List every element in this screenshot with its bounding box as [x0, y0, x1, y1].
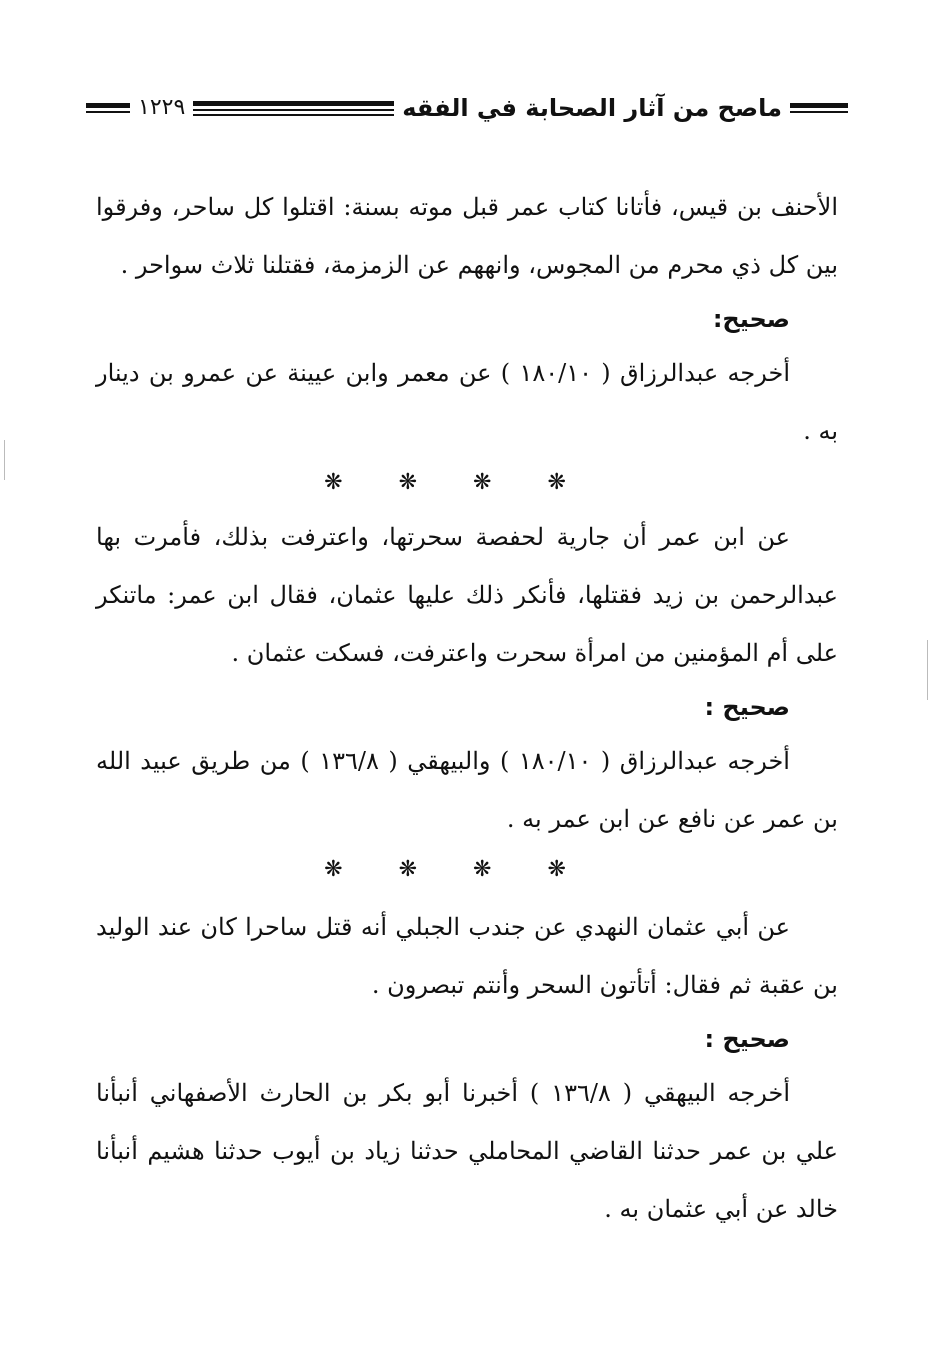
star-ornament-icon: ❋	[473, 470, 492, 495]
star-ornament-icon: ❋	[398, 857, 417, 882]
section-separator	[280, 455, 610, 511]
star-ornament-icon: ❋	[473, 857, 492, 882]
star-ornament-icon: ❋	[324, 857, 343, 882]
scan-margin-mark	[4, 440, 5, 480]
grading-label: صحيح :	[704, 693, 790, 721]
scan-margin-mark	[927, 640, 928, 700]
star-ornament-icon: ❋	[398, 470, 417, 495]
grading-label: صحيح:	[712, 305, 790, 333]
athar-text: الأحنف بن قيس، فأتانا كتاب عمر قبل موته بسنة: اقتلوا كل ساحر، وفرقوا بين كل ذي محرم من المجوس، وانههم عن الزمزمة، فقتلنا ثلاث سواحر .	[96, 193, 838, 279]
athar-section-3	[96, 898, 838, 1238]
page-number: ١٢٢٩	[138, 95, 186, 120]
takhrij-text: أخرجه البيهقي ( ١٣٦/٨ ) أخبرنا أبو بكر بن الحارث الأصفهاني أنبأنا علي بن عمر حدثنا القاضي المحاملي حدثنا زياد بن أيوب حدثنا هشيم أنبأنا خالد عن أبي عثمان به .	[96, 1079, 838, 1223]
header-rule-left	[86, 103, 130, 113]
grading-label: صحيح :	[704, 1025, 790, 1053]
running-header	[86, 88, 848, 128]
section-separator	[280, 842, 610, 898]
takhrij-text: أخرجه عبدالرزاق ( ١٨٠/١٠ ) عن معمر وابن عيينة عن عمرو بن دينار به .	[96, 359, 838, 445]
athar-section-2	[96, 508, 838, 848]
star-ornament-icon: ❋	[547, 857, 566, 882]
header-title: ماصح من آثار الصحابة في الفقه	[402, 94, 782, 122]
star-ornament-icon: ❋	[547, 470, 566, 495]
star-ornament-icon: ❋	[324, 470, 343, 495]
takhrij-text: أخرجه عبدالرزاق ( ١٨٠/١٠ ) والبيهقي ( ١٣٦/٨ ) من طريق عبيد الله بن عمر عن نافع عن ابن عمر به .	[96, 747, 838, 833]
athar-text: عن ابن عمر أن جارية لحفصة سحرتها، واعترفت بذلك، فأمرت بها عبدالرحمن بن زيد فقتلها، فأنكر ذلك عليها عثمان، فقال ابن عمر: ماتنكر على أم المؤمنين من امرأة سحرت واعترفت، فسكت عثمان .	[96, 523, 838, 667]
header-rule-middle	[193, 101, 394, 116]
athar-text: عن أبي عثمان النهدي عن جندب الجبلي أنه قتل ساحرا كان عند الوليد بن عقبة ثم فقال: أتأتون السحر وأنتم تبصرون .	[96, 913, 838, 999]
athar-section-1	[96, 178, 838, 460]
header-rule-right	[790, 103, 848, 113]
